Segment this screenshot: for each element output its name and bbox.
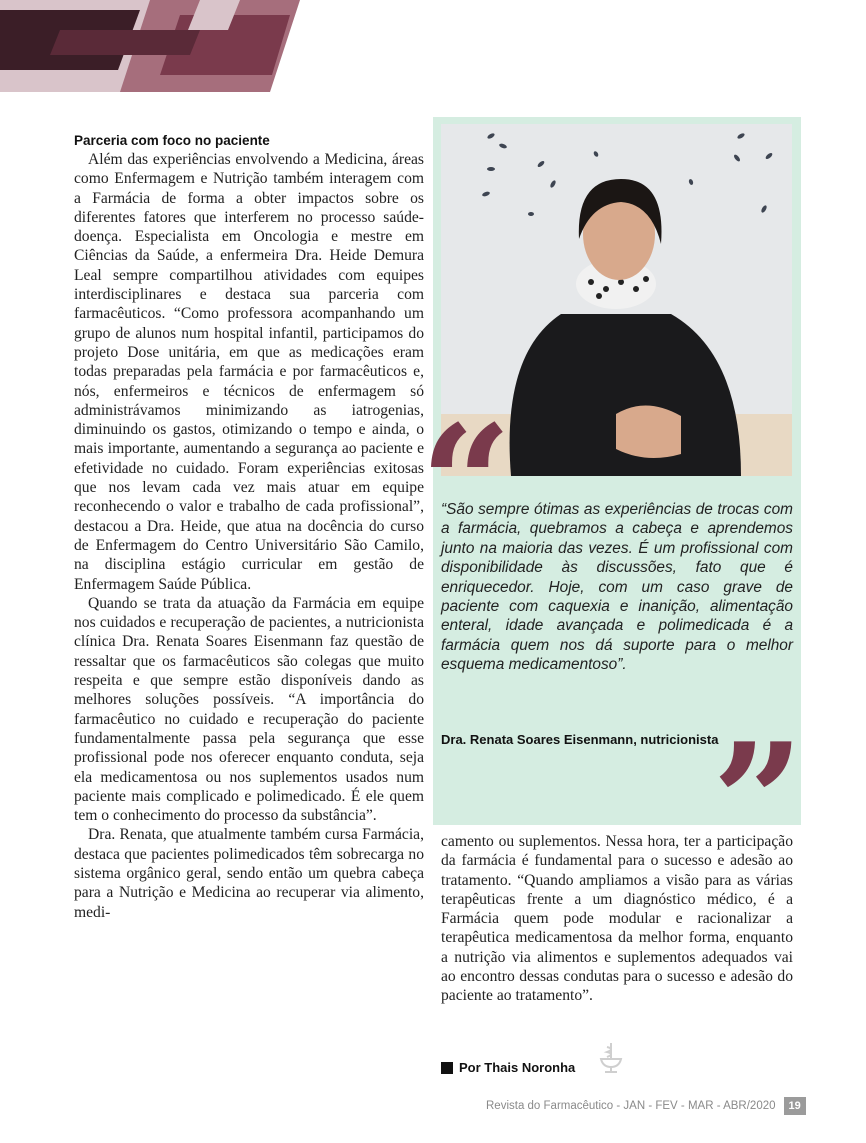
paragraph-2: Quando se trata da atuação da Farmácia em equipe nos cuidados e recuperação de pacientes, a nutricionista clínica Dra. Renata Soares Eisenmann faz questão de ressaltar que os farmacêuticos são colegas que muito respeita e que sempre estão disponíveis dando as melhores soluções possíveis. “A importância do farmacêutico no cuidado e recuperação do paciente fundamentalmente passa pela segurança que esse profissional pode nos oferecer enquanto conduta, seja ela medicamentosa ou nos suplementos usados num paciente mais complicado e polimedicado. É ele quem tem o conhecimento do processo da substância”. — [74, 594, 424, 825]
page-footer — [486, 1097, 806, 1115]
page-number: 19 — [784, 1097, 806, 1115]
section-heading: Parceria com foco no paciente — [74, 133, 270, 148]
pharmacy-bowl-serpent-icon — [598, 1041, 624, 1075]
byline — [441, 1059, 575, 1077]
article-right-column — [441, 832, 793, 1006]
header-decorative-band — [0, 0, 866, 92]
pull-quote-author: Dra. Renata Soares Eisenmann, nutricionista — [441, 732, 719, 747]
paragraph-4: camento ou suplementos. Nessa hora, ter a participação da farmácia é fundamental para o sucesso e adesão ao tratamento. “Quando ampliamos a visão para as várias terapêuticas frente a um diagnóstico médico, é a Farmácia quem pode modular e racionalizar a terapêutica medicamentosa da melhor forma, enquanto a nutrição via alimentos e suplementos adequados vai ao encontro dessas condutas para o sucesso e adesão do paciente ao tratamento”. — [441, 833, 793, 1005]
pull-quote-text: “São sempre ótimas as experiências de trocas com a farmácia, quebramos a cabeça e aprendemos junto na maioria das vezes. É um profissional com disponibilidade às discussões, fato que é enriquecedor. Hoje, com um caso grave de paciente com caquexia e inanição, alimentação enteral, idade avançada e polimedicada é a farmácia quem nos dá suporte para o melhor esquema medicamentoso”. — [441, 501, 793, 674]
publication-info: Revista do Farmacêutico - JAN - FEV - MAR - ABR/2020 — [486, 1100, 776, 1112]
close-quote-mark-icon: ” — [712, 708, 805, 896]
paragraph-1: Além das experiências envolvendo a Medicina, áreas como Enfermagem e Nutrição também interagem com a Farmácia de forma a obter impactos sobre os diferentes fatores que interferem no processo saúde-doença. Especialista em Oncologia e mestre em Ciências da Saúde, a enfermeira Dra. Heide Demura Leal sempre compartilhou atividades com equipes interdisciplinares e destaca sua parceria com farmacêuticos. “Como professora acompanhando um grupo de alunos num hospital infantil, participamos do projeto Dose unitária, em que as medicações eram todas preparadas pela farmácia e por farmacêuticos e, nós, enfermeiros e técnicos de enfermagem só administrávamos minimizando as iatrogenias, diminuindo os gastos, otimizando o tempo e ainda, o mais importante, aumentando a segurança ao paciente e efetividade no cuidado. Foram experiências exitosas que nos levam cada vez mais atuar em equipe reconhecendo o valor e trabalho de cada profissional”, destacou a Dra. Heide, que atua na docência do curso de Enfermagem do Centro Universitário São Camilo, na disciplina estágio curricular em gestão de Enfermagem Saúde Pública. — [74, 151, 424, 593]
byline-author: Por Thais Noronha — [459, 1060, 576, 1075]
article-left-column — [74, 131, 424, 922]
black-square-icon — [441, 1062, 453, 1074]
paragraph-3: Dra. Renata, que atualmente também cursa Farmácia, destaca que pacientes polimedicados têm sobrecarga no sistema orgânico geral, sendo então um quebra cabeça para a Nutrição e Medicina ao recuperar via alimento, medi- — [74, 826, 424, 921]
open-quote-mark-icon: “ — [420, 390, 513, 578]
